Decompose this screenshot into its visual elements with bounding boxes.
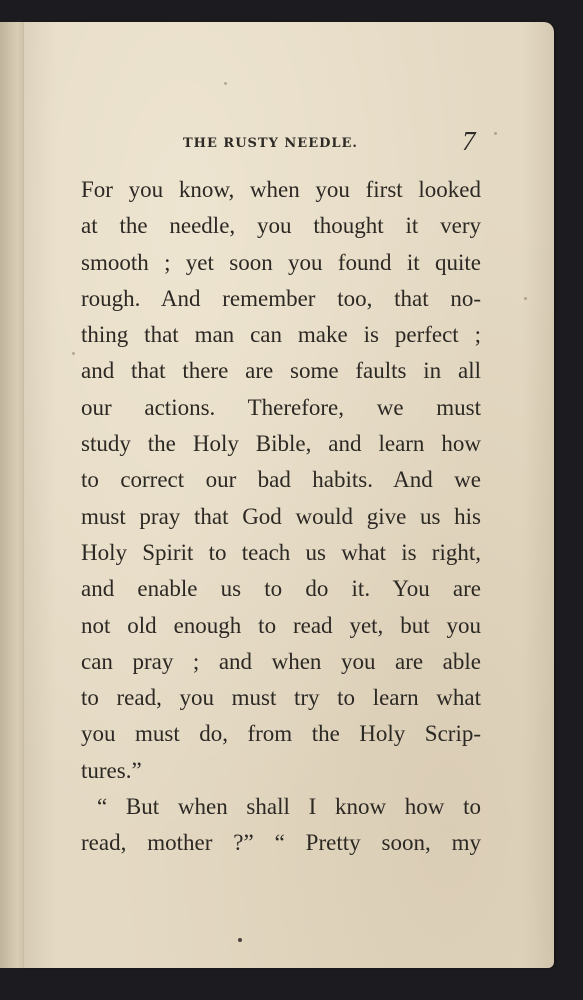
facing-page-edge xyxy=(0,22,25,968)
text-line: can pray ; and when you are able xyxy=(81,648,481,674)
text-line: to correct our bad habits. And we xyxy=(81,467,481,493)
text-line: Holy Spirit to teach us what is right, xyxy=(81,539,481,565)
book-page xyxy=(24,22,554,968)
text-line: at the needle, you thought it very xyxy=(81,213,481,239)
running-head xyxy=(24,126,554,156)
paper-speck xyxy=(494,132,497,135)
text-line: rough. And remember too, that no- xyxy=(81,285,481,311)
paper-speck xyxy=(524,297,527,300)
text-line: tures.” xyxy=(81,757,142,783)
text-line: read, mother ?” “ Pretty soon, my xyxy=(81,830,481,856)
running-title: THE RUSTY NEEDLE. xyxy=(183,136,358,151)
text-line: study the Holy Bible, and learn how xyxy=(81,431,481,457)
text-line: you must do, from the Holy Scrip- xyxy=(81,721,481,747)
body-text xyxy=(81,172,481,862)
page-mark xyxy=(238,938,242,942)
paper-speck xyxy=(224,82,227,85)
text-line: must pray that God would give us his xyxy=(81,503,481,529)
text-line: and that there are some faults in all xyxy=(81,358,481,384)
text-line: thing that man can make is perfect ; xyxy=(81,322,481,348)
page-number: 7 xyxy=(462,126,476,156)
text-line: to read, you must try to learn what xyxy=(81,685,481,711)
text-line: smooth ; yet soon you found it quite xyxy=(81,249,481,275)
paper-speck xyxy=(72,352,75,355)
text-line: our actions. Therefore, we must xyxy=(81,394,481,420)
text-line: “ But when shall I know how to xyxy=(97,794,481,820)
text-line: and enable us to do it. You are xyxy=(81,576,481,602)
text-line: not old enough to read yet, but you xyxy=(81,612,481,638)
text-line: For you know, when you first looked xyxy=(81,177,481,202)
